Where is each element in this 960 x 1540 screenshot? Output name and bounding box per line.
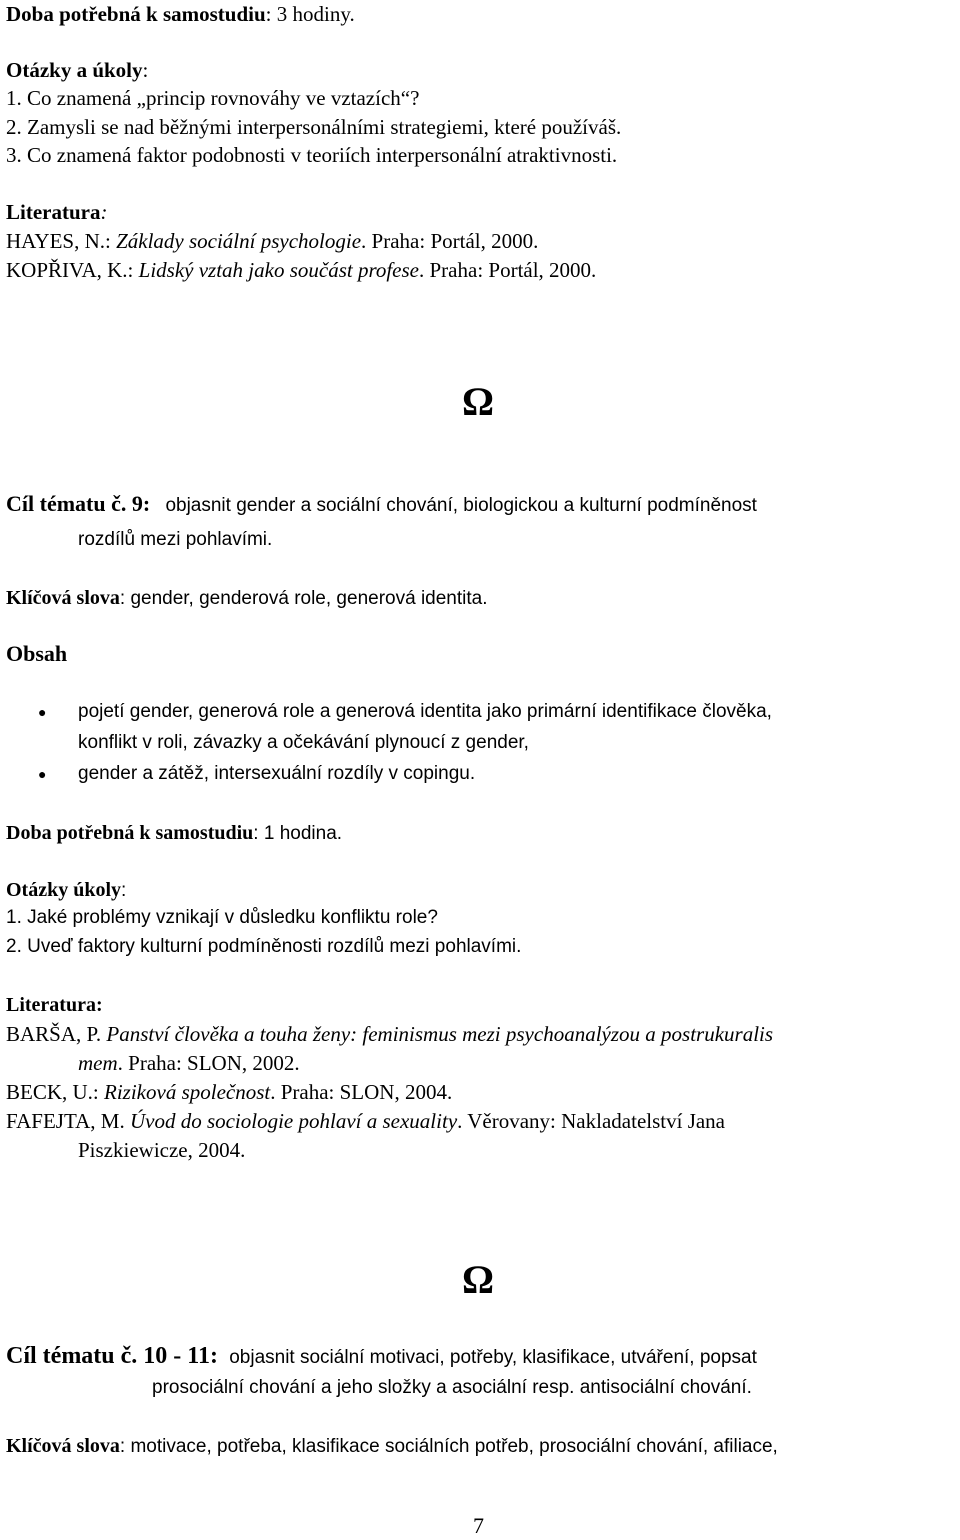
keywords-value: : gender, genderová role, generová identita. [119,588,488,609]
content-item: gender a zátěž, intersexuální rozdíly v copingu. [78,763,476,784]
question-item: 3. Co znamená faktor podobnosti v teoriích interpersonální atraktivnosti. [6,143,618,167]
question-item: 2. Uveď faktory kulturní podmíněnosti rozdílů mezi pohlavími. [6,936,522,957]
goal-label: Cíl tématu č. 10 - 11: [6,1343,218,1369]
omega-divider-icon: Ω [462,1257,495,1302]
question-item: 2. Zamysli se nad běžnými interpersonálními strategiemi, které používáš. [6,115,622,139]
question-item: 1. Co znamená „princip rovnováhy ve vztazích“? [6,86,420,110]
literature-item: BECK, U.: Riziková společnost. Praha: SLON, 2004. [6,1080,453,1104]
literature-item: KOPŘIVA, K.: Lidský vztah jako součást profese. Praha: Portál, 2000. [6,258,597,282]
literature-item-cont: Piszkiewicze, 2004. [78,1138,246,1162]
literature-item: BARŠA, P. Panství člověka a touha ženy: feminismus mezi psychoanalýzou a postrukuralis [6,1022,774,1046]
keywords-line [6,583,488,613]
bullet-icon: ● [38,706,47,721]
goal-text-cont: prosociální chování a jeho složky a asociální resp. antisociální chování. [152,1377,752,1398]
duration-value: : 3 hodiny. [265,2,355,26]
duration-line-2: Doba potřebná k samostudiu: 1 hodina. [6,822,343,844]
bullet-icon: ● [38,768,47,783]
goal-text: objasnit sociální motivaci, potřeby, klasifikace, utváření, popsat [229,1347,757,1368]
questions-heading: Otázky a úkoly: [6,58,149,82]
goal-label: Cíl tématu č. 9: [6,491,151,516]
duration-label: Doba potřebná k samostudiu [6,2,266,26]
omega-divider-icon: Ω [462,379,495,424]
goal-line [6,490,757,520]
goal-text: objasnit gender a sociální chování, biologickou a kulturní podmíněnost [165,495,757,516]
literature-item-cont: mem. Praha: SLON, 2002. [78,1051,300,1075]
goal-line [6,1342,757,1372]
questions-heading-2: Otázky úkoly: [6,879,127,901]
keywords-label: Klíčová slova [6,587,120,609]
goal-text-cont: rozdílů mezi pohlavími. [78,529,273,550]
content-heading: Obsah [6,641,68,666]
question-item: 1. Jaké problémy vznikají v důsledku konfliktu role? [6,907,438,928]
keywords-value: : motivace, potřeba, klasifikace sociálních potřeb, prosociální chování, afiliace, [119,1436,778,1457]
literature-heading-2: Literatura: [6,994,103,1016]
duration-line-1 [6,0,355,28]
content-item: konflikt v roli, závazky a očekávání plynoucí z gender, [78,732,529,753]
literature-item: HAYES, N.: Základy sociální psychologie. Praha: Portál, 2000. [6,229,539,253]
keywords-line [6,1431,778,1461]
literature-heading: Literatura: [6,200,108,224]
page-number: 7 [473,1513,484,1538]
keywords-label: Klíčová slova [6,1435,120,1457]
literature-item: FAFEJTA, M. Úvod do sociologie pohlaví a sexuality. Věrovany: Nakladatelství Jana [6,1109,726,1133]
content-item: pojetí gender, generová role a generová identita jako primární identifikace člověka, [78,701,772,722]
